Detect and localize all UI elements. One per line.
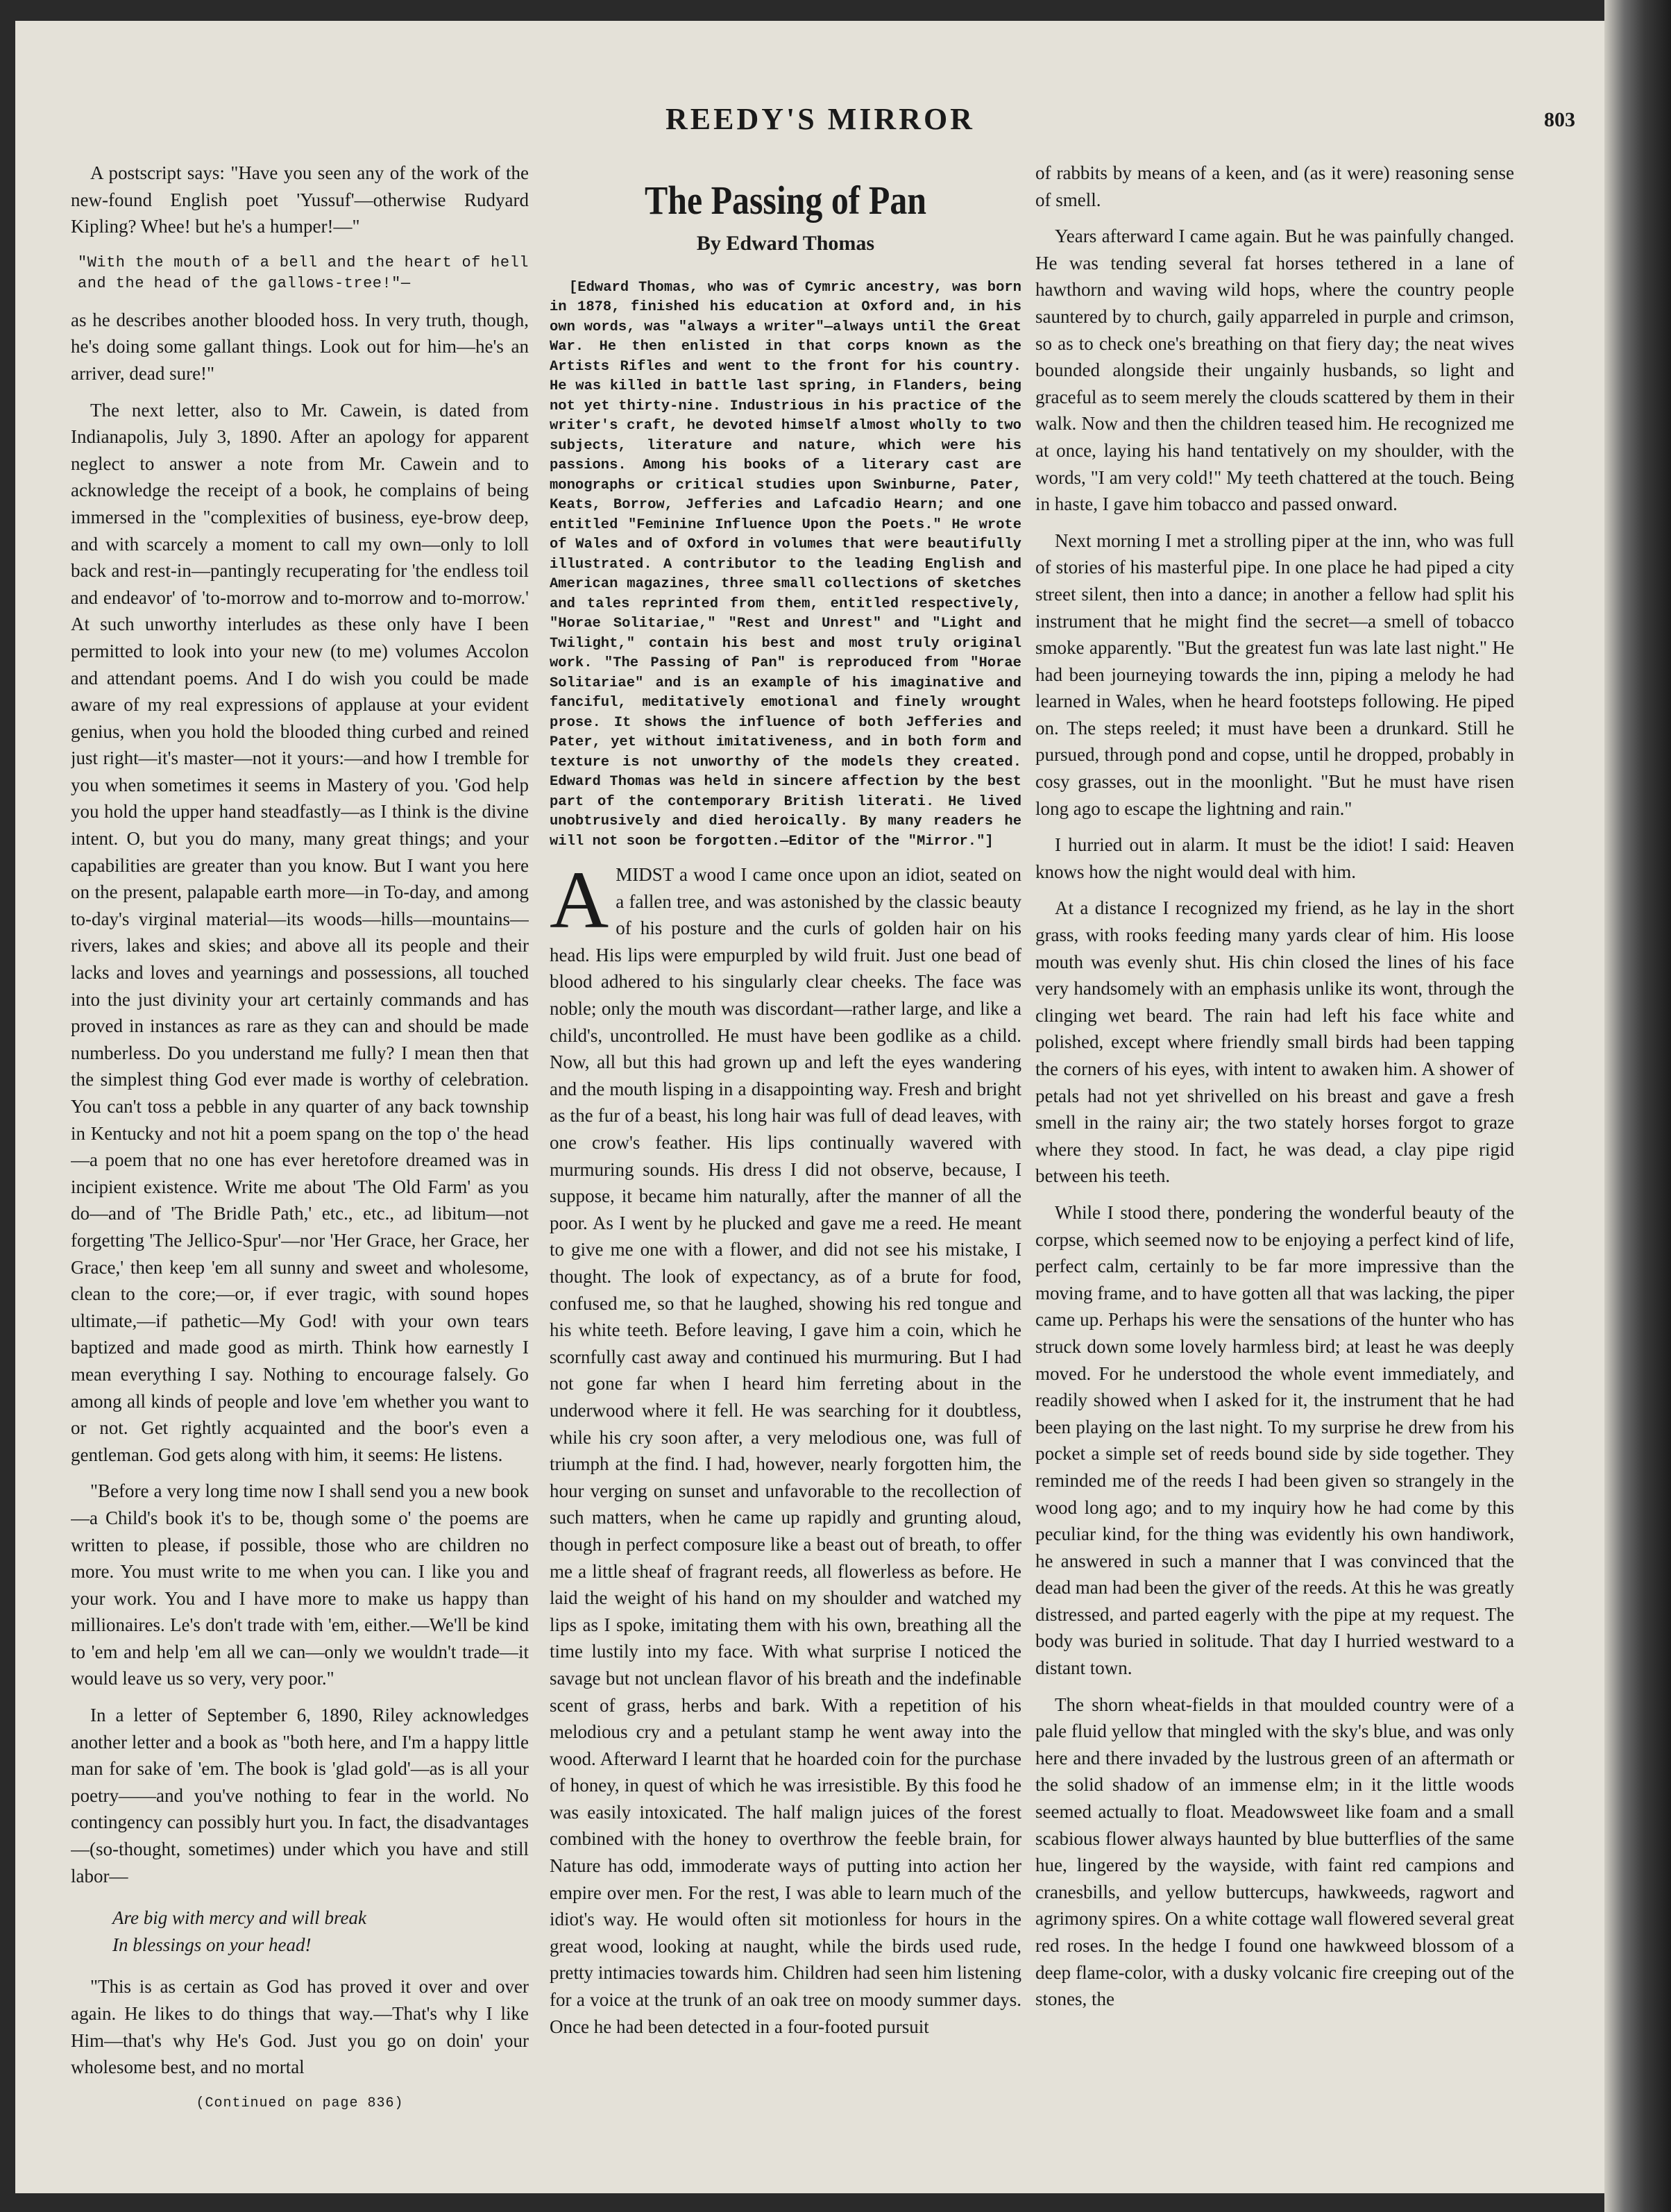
- paragraph: While I stood there, pondering the wonderful beauty of the corpse, which seemed now to be enjoying a perfect kind of life, perfect calm, certainly to be far more impressive than the moving frame, and to have gotten all that was lacking, the piper came up. Perhaps his were the sensations of the hunter who has struck down some lovely harmless bird; at least he was deeply moved. For he understood the whole event immediately, and readily showed when I asked for it, the instrument that he had been playing on the last night. To my surprise he drew from his pocket a simple set of reeds bound side by side together. They reminded me of the reeds I had been given so strangely in the wood long ago; and to my inquiry how he had come by this peculiar kind, for the thing was evidently his own handiwork, he answered in such a manner that I was convinced that the dead man had been the giver of the reeds. At this he was greatly distressed, and parted eagerly with the pipe at my request. The body was buried in solitude. That day I hurried westward to a distant town.: [1035, 1201, 1514, 1679]
- left-column: [71, 160, 529, 2172]
- paragraph: Next morning I met a strolling piper at the inn, who was full of stories of his masterful pipe. In one place he had piped a city street silent, then into a dance; in another a fellow had split his instrument that he might find the secret—a smell of tobacco smoke apparently. "But the greatest fun was late last night." He had been journeying towards the inn, piping a melody he had learned in Wales, when he heard footsteps following. He piped on. The steps reeled; it must have been a drunkard. Still he pursued, through pond and copse, until he dropped, probably in cosy grasses, out in the moonlight. "But he must have risen long ago to escape the lightning and rain.": [1035, 530, 1514, 819]
- verse-line: [112, 1905, 529, 1958]
- paragraph: The shorn wheat-fields in that moulded country were of a pale fluid yellow that mingled with the sky's blue, and was only here and there invaded by the lustrous green of an aftermath or the solid shadow of an immense elm; in it the little woods seemed actually to float. Meadowsweet like foam and a small scabious flower always haunted by blue butterflies of the same hue, lingered by the wayside, with faint red campions and cranesbills, and yellow buttercups, hawkweeds, ragwort and agrimony spires. On a white cottage wall flowered several great red roses. In the hedge I found one hawkweed blossom of a deep flame-color, with a dusky volcanic fire creeping out of the stones, the: [1035, 1694, 1514, 2010]
- paragraph: I hurried out in alarm. It must be the idiot! I said: Heaven knows how the night would deal with him.: [1035, 834, 1514, 882]
- running-head: [15, 101, 1604, 143]
- article-title: The Passing of Pan: [644, 178, 927, 223]
- block-quote: "With the mouth of a bell and the heart of hell and the head of the gallows-tree!"—: [78, 253, 529, 292]
- paragraph: In a letter of September 6, 1890, Riley acknowledges another letter and a book as "both here, and I'm a happy little man for sake of 'em. The book is 'glad gold'—as is all your poetry——and you've nothing to fear in the world. No contingency can possibly hurt you. In fact, the disadvantages—(so-thought, sometimes) under which you have and still labor—: [71, 1705, 529, 1886]
- book-binding-edge: [1604, 0, 1671, 2212]
- paragraph: The next letter, also to Mr. Cawein, is dated from Indianapolis, July 3, 1890. After an apology for apparent neglect to answer a note from Mr. Cawein and to acknowledge the receipt of a book, he complains of being immersed in the "complexities of business, eye-brow deep, and with scarcely a moment to call my own—only to loll back and rest-in—pantingly recuperating for 'the endless toil and endeavor' of 'to-morrow and to-morrow and to-morrow.' At such unworthy interludes as these only have I been permitted to look into your new (to me) volumes Accolon and attendant poems. And I do wish you could be made aware of my real expressions of applause at your evident genius, when you hold the blooded thing curbed and reined just right—it's master—not it yours:—and how I tremble for you when sometimes it seems in Mastery of you. 'God help you hold the upper hand steadfastly—as I think is the divine intent. O, but you do many, many great things; and your capabilities are greater than you know. But I want you here on the present, palapable earth more—in To-day, and among to-day's virginal material—its woods—hills—mountains—rivers, lakes and skies; and above all its people and their lacks and loves and yearnings and possessions, all touched into the just divinity your art certainly commands and has proved in instances as rare as they can and should be made numberless. Do you understand me fully? I mean then that the simplest thing God ever made is worthy of celebration. You can't toss a pebble in any quarter of any back township in Kentucky and not hit a poem spang on the top o' the head—a poem that no one has ever heretofore dreamed was in incipient existence. Write me about 'The Old Farm' as you do—and of 'The Bridle Path,' etc., etc., ad libitum—not forgetting 'The Jellico-Spur'—nor 'Her Grace, her Grace, her Grace,' then keep 'em all sunny and sweet and wholesome, clean to the core;—or, if ever tragic, with sound hopes ultimate,—if pathetic—My God! with your own tears baptized and made good as mirth. Think how earnestly I mean everything I say. Nothing to encourage falsely. Go among all kinds of people and love 'em whether you want to or not. Get rightly acquainted and the boor's even a gentleman. God gets along with him, it seems: He listens.: [71, 399, 529, 1465]
- article-body-text: MIDST a wood I came once upon an idiot, seated on a fallen tree, and was astonished by the classic beauty of his posture and the curls of golden hair on his head. His lips were empurpled by wild fruit. Just one bead of blood adhered to his singularly clear cheeks. The face was noble; only the mouth was discordant—rather large, and like a child's, uncontrolled. He must have been godlike as a child. Now, all but this had grown up and left the eyes wandering and the mouth lisping in a disappointing way. Fresh and bright as the fur of a beast, his long hair was full of dead leaves, with one crow's feather. His lips continually wavered with murmuring sounds. His dress I did not observe, because, I suppose, it became him naturally, after the manner of all the poor. As I went by he plucked and gave me a reed. He meant to give me one with a flower, and did not see his mistake, I thought. The look of expectancy, as of a brute for food, confused me, so that he laughed, showing his red tongue and his white teeth. Before leaving, I gave him a coin, which he scornfully cast away and continued his murmuring. But I had not gone far when I heard him ferreting about in the underwood where it fell. He was searching for it doubtless, while his cry soon after, a very melodious one, was full of triumph at the find. I had, however, nearly forgotten him, the hour verging on sunset and unfavorable to the recollection of such matters, when he came up rapidly and grunting aloud, though in perfect composure like a beast out of breath, to offer me a little sheaf of fragrant reeds, all flowerless as before. He laid the weight of his hand on my shoulder and watched my lips as I spoke, imitating them with his own, breathing all the time lustily into my face. With what surprise I noticed the savage but not unclean flavor of his breath and the indefinable scent of grass, herbs and bark. With a repetition of his melodious cry and a petulant stamp he went away into the wood. Afterward I learnt that he hoarded coin for the purchase of honey, in quest of which he was irresistible. By this food he was easily intoxicated. The half malign juices of the forest combined with the honey to overthrow the feeble brain, for Nature has odd, immoderate ways of putting into action her empire over men. For the rest, I was able to learn much of the idiot's way. He would often sit motionless for hours in the great wood, looking at naught, while the birds used rude, pretty intimacies towards him. Children had seen him listening for a voice at the trunk of an oak tree on moody summer days. Once he had been detected in a four-footed pursuit: [550, 864, 1021, 2037]
- article-lead-paragraph: [550, 854, 1021, 2040]
- middle-column: [550, 171, 1021, 2184]
- paragraph: "Before a very long time now I shall send you a new book—a Child's book it's to be, though some o' the poems are written to please, if possible, those who are children no more. You must write to me when you can. I like you and your work. You and I have more to make us happy than millionaires. Le's don't trade with 'em, either.—We'll be kind to 'em and help 'em all we can—only we wouldn't trade—it would leave us so very, very poor.": [71, 1480, 529, 1689]
- page-number: 803: [1544, 108, 1575, 131]
- paragraph: as he describes another blooded hoss. In very truth, though, he's doing some gallant things. Look out for him—he's an arriver, dead sure!": [71, 309, 529, 384]
- magazine-page: [15, 21, 1604, 2193]
- verse-line-2: In blessings on your head!: [112, 1934, 312, 1955]
- paragraph: A postscript says: "Have you seen any of the work of the new-found English poet 'Yussuf'—otherwise Rudyard Kipling? Whee! but he's a humper!—": [71, 162, 529, 237]
- right-column: [1035, 160, 1514, 2172]
- paragraph: At a distance I recognized my friend, as he lay in the short grass, with rooks feeding many yards clear of him. His loose mouth was evenly shut. His chin closed the lines of his face very handsomely with an emphasis unlike its wont, through the clinging wet beard. The rain had left his face white and polished, except where friendly small birds had been tapping the corners of his eyes, with intent to awaken him. A shower of petals had not yet shrivelled on his breast and gave a fresh smell in the rainy air; the two stately horses forgot to graze where they stood. In fact, he was dead, a clay pipe rigid between his teeth.: [1035, 897, 1514, 1187]
- drop-cap: A: [550, 854, 609, 946]
- continued-note: (Continued on page 836): [196, 2095, 404, 2111]
- paragraph: of rabbits by means of a keen, and (as it were) reasoning sense of smell.: [1035, 162, 1514, 210]
- paragraph: Years afterward I came again. But he was painfully changed. He was tending several fat horses tethered in a lane of hawthorn and waving wild hops, where the country people sauntered by to church, gaily apparreled in purple and crimson, so as to check one's breathing on that fiery day; the neat wives bounded alongside their ungainly husbands, so light and graceful as to seem merely the clouds scattered by them in their walk. Now and then the children teased him. He recognized me at once, laying his hand tentatively on my shoulder, with the words, "I am very cold!" My teeth chattered at the touch. Being in haste, I gave him tobacco and passed onward.: [1035, 226, 1514, 515]
- masthead: REEDY'S MIRROR: [665, 102, 975, 136]
- byline: By Edward Thomas: [696, 232, 875, 255]
- editor-note: [Edward Thomas, who was of Cymric ancestry, was born in 1878, finished his education at Oxford and, in his own words, was "always a writer"—always until the Great War. He then enlisted in that corps known as the Artists Rifles and went to the front for his country. He was killed in battle last spring, in Flanders, being not yet thirty-nine. Industrious in his practice of the writer's craft, he devoted himself almost wholly to two subjects, literature and nature, which were his passions. Among his books of a literary cast are monographs or critical studies upon Swinburne, Pater, Keats, Borrow, Jefferies and Lafcadio Hearn; and one entitled "Feminine Influence Upon the Poets." He wrote of Wales and of Oxford in volumes that were beautifully illustrated. A contributor to the leading English and American magazines, three small collections of sketches and tales reprinted from them, entitled respectively, "Horae Solitariae," "Rest and Unrest" and "Light and Twilight," contain his best and most truly original work. "The Passing of Pan" is reproduced from "Horae Solitariae" and is an example of his imaginative and fanciful, meditatively emotional and finely wrought prose. It shows the influence of both Jefferies and Pater, yet without imitativeness, and in both form and texture is not unworthy of the models they created. Edward Thomas was held in sincere affection by the best part of the contemporary British literati. He lived unobtrusively and died heroically. By many readers he will not soon be forgotten.—Editor of the "Mirror."]: [550, 279, 1021, 850]
- paragraph: "This is as certain as God has proved it over and over again. He likes to do things that way.—That's why I like Him—that's why He's God. Just you go on doin' your wholesome best, and no mortal: [71, 1976, 529, 2078]
- verse-line-1: Are big with mercy and will break: [112, 1907, 366, 1929]
